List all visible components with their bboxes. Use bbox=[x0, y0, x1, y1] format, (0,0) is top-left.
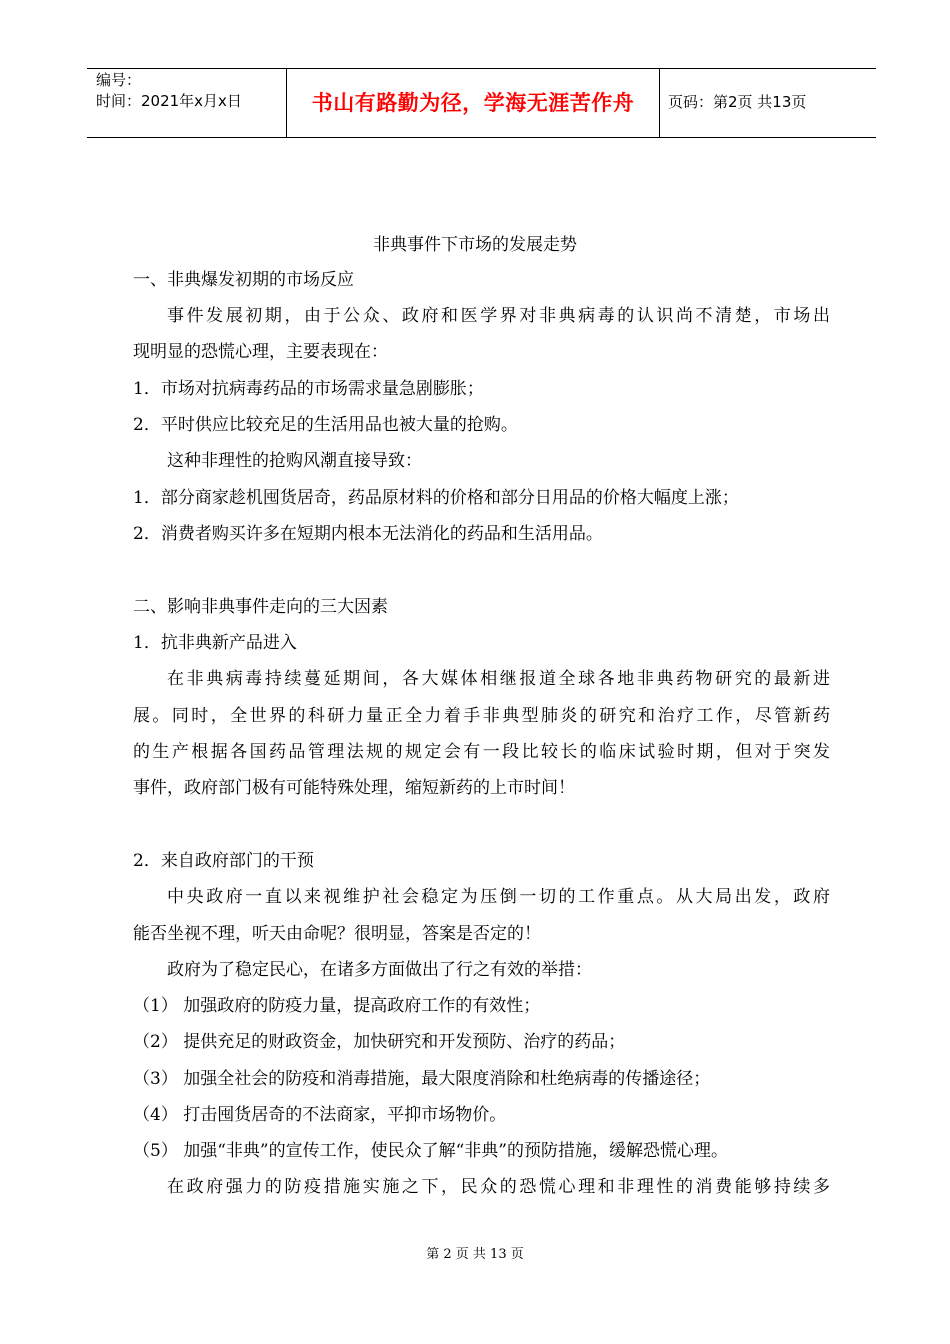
subsection-heading: 1．抗非典新产品进入 bbox=[133, 633, 297, 653]
paragraph-line: 现明显的恐慌心理，主要表现在： bbox=[133, 342, 388, 362]
page-footer: 第 2 页 共 13 页 bbox=[426, 1247, 524, 1262]
list-item: （2） 提供充足的财政资金，加快研究和开发预防、治疗的药品； bbox=[133, 1032, 626, 1052]
paragraph-line: 能否坐视不理，听天由命呢？很明显，答案是否定的！ bbox=[133, 924, 541, 944]
section-heading-1: 一、非典爆发初期的市场反应 bbox=[133, 270, 354, 290]
paragraph-line: 事件发展初期，由于公众、政府和医学界对非典病毒的认识尚不清楚，市场出 bbox=[167, 306, 830, 326]
list-item: （1） 加强政府的防疫力量，提高政府工作的有效性； bbox=[133, 996, 541, 1016]
paragraph-line: 中央政府一直以来视维护社会稳定为压倒一切的工作重点。从大局出发，政府 bbox=[167, 887, 830, 907]
header-page-cell bbox=[660, 69, 876, 137]
serial-number-label: 编号： bbox=[96, 71, 142, 89]
document-title: 非典事件下市场的发展走势 bbox=[373, 235, 577, 255]
paragraph-line: 的生产根据各国药品管理法规的规定会有一段比较长的临床试验时期，但对于突发 bbox=[133, 742, 830, 762]
list-item: （4） 打击囤货居奇的不法商家，平抑市场物价。 bbox=[133, 1105, 507, 1125]
paragraph-line: 事件，政府部门极有可能特殊处理，缩短新药的上市时间！ bbox=[133, 778, 575, 798]
paragraph-line: 在非典病毒持续蔓延期间，各大媒体相继报道全球各地非典药物研究的最新进 bbox=[167, 669, 830, 689]
header-table bbox=[87, 68, 876, 138]
list-item: （5） 加强“非典”的宣传工作，使民众了解“非典”的预防措施，缓解恐慌心理。 bbox=[133, 1141, 728, 1161]
motto-text: 书山有路勤为径，学海无涯苦作舟 bbox=[311, 91, 635, 115]
header-motto-cell bbox=[287, 69, 660, 137]
paragraph-line: 在政府强力的防疫措施实施之下，民众的恐慌心理和非理性的消费能够持续多 bbox=[167, 1177, 830, 1197]
page-number-label: 页码：第2页 共13页 bbox=[668, 93, 807, 111]
header-meta-cell bbox=[87, 69, 287, 137]
date-label: 时间：2021年x月x日 bbox=[96, 92, 242, 110]
paragraph-line: 这种非理性的抢购风潮直接导致： bbox=[167, 451, 422, 471]
list-item: 1．市场对抗病毒药品的市场需求量急剧膨胀； bbox=[133, 379, 484, 399]
list-item: 1．部分商家趁机囤货居奇，药品原材料的价格和部分日用品的价格大幅度上涨； bbox=[133, 488, 739, 508]
list-item: 2．平时供应比较充足的生活用品也被大量的抢购。 bbox=[133, 415, 518, 435]
section-heading-2: 二、影响非典事件走向的三大因素 bbox=[133, 597, 388, 617]
subsection-heading: 2．来自政府部门的干预 bbox=[133, 851, 314, 871]
list-item: （3） 加强全社会的防疫和消毒措施，最大限度消除和杜绝病毒的传播途径； bbox=[133, 1069, 711, 1089]
paragraph-line: 展。同时，全世界的科研力量正全力着手非典型肺炎的研究和治疗工作，尽管新药 bbox=[133, 706, 830, 726]
paragraph-line: 政府为了稳定民心，在诸多方面做出了行之有效的举措： bbox=[167, 960, 592, 980]
list-item: 2．消费者购买许多在短期内根本无法消化的药品和生活用品。 bbox=[133, 524, 603, 544]
